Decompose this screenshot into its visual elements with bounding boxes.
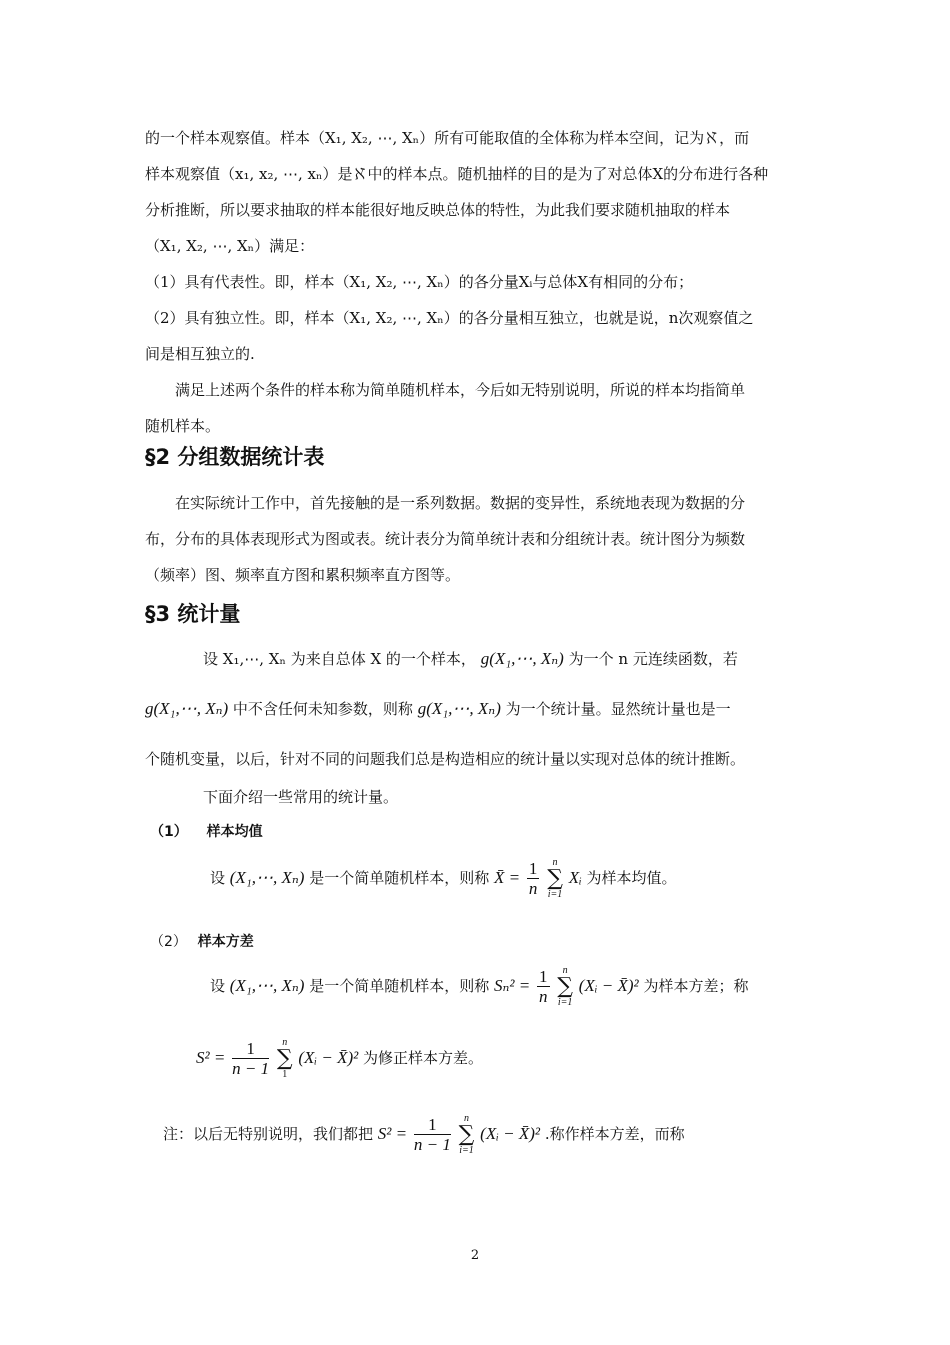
sample-mean-formula: 设 (X₁,⋯, Xₙ) 是一个简单随机样本，则称 X̄ = $\frac{1}{n}$ n ∑ i=1 Xᵢ 为样本均值。 xyxy=(210,857,677,900)
text-line: （X₁, X₂, ⋯, Xₙ）满足： xyxy=(145,237,315,255)
page-number: 2 xyxy=(470,1248,480,1263)
text-line: 满足上述两个条件的样本称为简单随机样本，今后如无特别说明，所说的样本均指简单 xyxy=(175,381,746,399)
text-line: 间是相互独立的. xyxy=(145,345,255,363)
section-heading-2: §2 分组数据统计表 xyxy=(145,445,325,469)
sample-variance-formula: 设 (X₁,⋯, Xₙ) 是一个简单随机样本，则称 Sₙ² = $\frac{1}{n}$ n ∑ i=1 (Xᵢ − X̄)² 为样本方差；称 xyxy=(210,965,749,1008)
statistic-definition-line2: g(X₁,⋯, Xₙ) 中不含任何未知参数，则称 g(X₁,⋯, Xₙ) 为一个统计量。显然统计量也是一 xyxy=(145,699,731,718)
section-heading-3: §3 统计量 xyxy=(145,602,241,626)
paragraph-grouped-data xyxy=(145,485,810,593)
item-sample-mean-heading: （1） 样本均值 xyxy=(150,824,263,840)
fraction: $\frac{1}{n - 1}$ xyxy=(232,1038,270,1078)
summation: n ∑ i=1 xyxy=(547,857,563,900)
condition-1: （1）具有代表性。即，样本（X₁, X₂, ⋯, Xₙ）的各分量Xᵢ与总体X有相同的分布； xyxy=(145,273,694,291)
statistic-definition-line1: 设 X₁,⋯, Xₙ 为来自总体 X 的一个样本， g(X₁,⋯, Xₙ) 为一个 n 元连续函数，若 xyxy=(203,649,738,668)
statistic-definition-line3: 个随机变量，以后，针对不同的问题我们总是构造相应的统计量以实现对总体的统计推断。 xyxy=(145,750,746,768)
text-line: 分析推断，所以要求抽取的样本能很好地反映总体的特性，为此我们要求随机抽取的样本 xyxy=(145,201,731,219)
text-line: （频率）图、频率直方图和累积频率直方图等。 xyxy=(145,566,461,584)
summation: n ∑ i=1 xyxy=(458,1113,475,1156)
condition-2: （2）具有独立性。即，样本（X₁, X₂, ⋯, Xₙ）的各分量相互独立，也就是说，n次观察值之 xyxy=(145,309,754,327)
statistic-intro: 下面介绍一些常用的统计量。 xyxy=(203,788,399,806)
text-line: 在实际统计工作中，首先接触的是一系列数据。数据的变异性，系统地表现为数据的分 xyxy=(175,494,746,512)
fraction: $\frac{1}{n}$ xyxy=(528,858,538,898)
summation: n ∑ 1 xyxy=(276,1037,293,1080)
item-sample-variance-heading: （2） 样本方差 xyxy=(150,934,254,950)
corrected-variance-formula: S² = $\frac{1}{n - 1}$ n ∑ 1 (Xᵢ − X̄)² 为修正样本方差。 xyxy=(196,1037,484,1080)
text-line: 随机样本。 xyxy=(145,417,221,435)
text-line: 布，分布的具体表现形式为图或表。统计表分为简单统计表和分组统计表。统计图分为频数 xyxy=(145,530,746,548)
summation: n ∑ i=1 xyxy=(557,965,574,1008)
note-formula: 注：以后无特别说明，我们都把 S² = $\frac{1}{n - 1}$ n ∑ i=1 (Xᵢ − X̄)² .称作样本方差，而称 xyxy=(163,1113,685,1156)
paragraph-sample-space xyxy=(145,120,810,444)
text-line: 的一个样本观察值。样本（X₁, X₂, ⋯, Xₙ）所有可能取值的全体称为样本空间，记为ℵ，而 xyxy=(145,129,750,147)
fraction: $\frac{1}{n - 1}$ xyxy=(413,1114,451,1154)
text-line: 样本观察值（x₁, x₂, ⋯, xₙ）是ℵ中的样本点。随机抽样的目的是为了对总体X的分布进行各种 xyxy=(145,165,769,183)
fraction: $\frac{1}{n}$ xyxy=(539,966,548,1006)
